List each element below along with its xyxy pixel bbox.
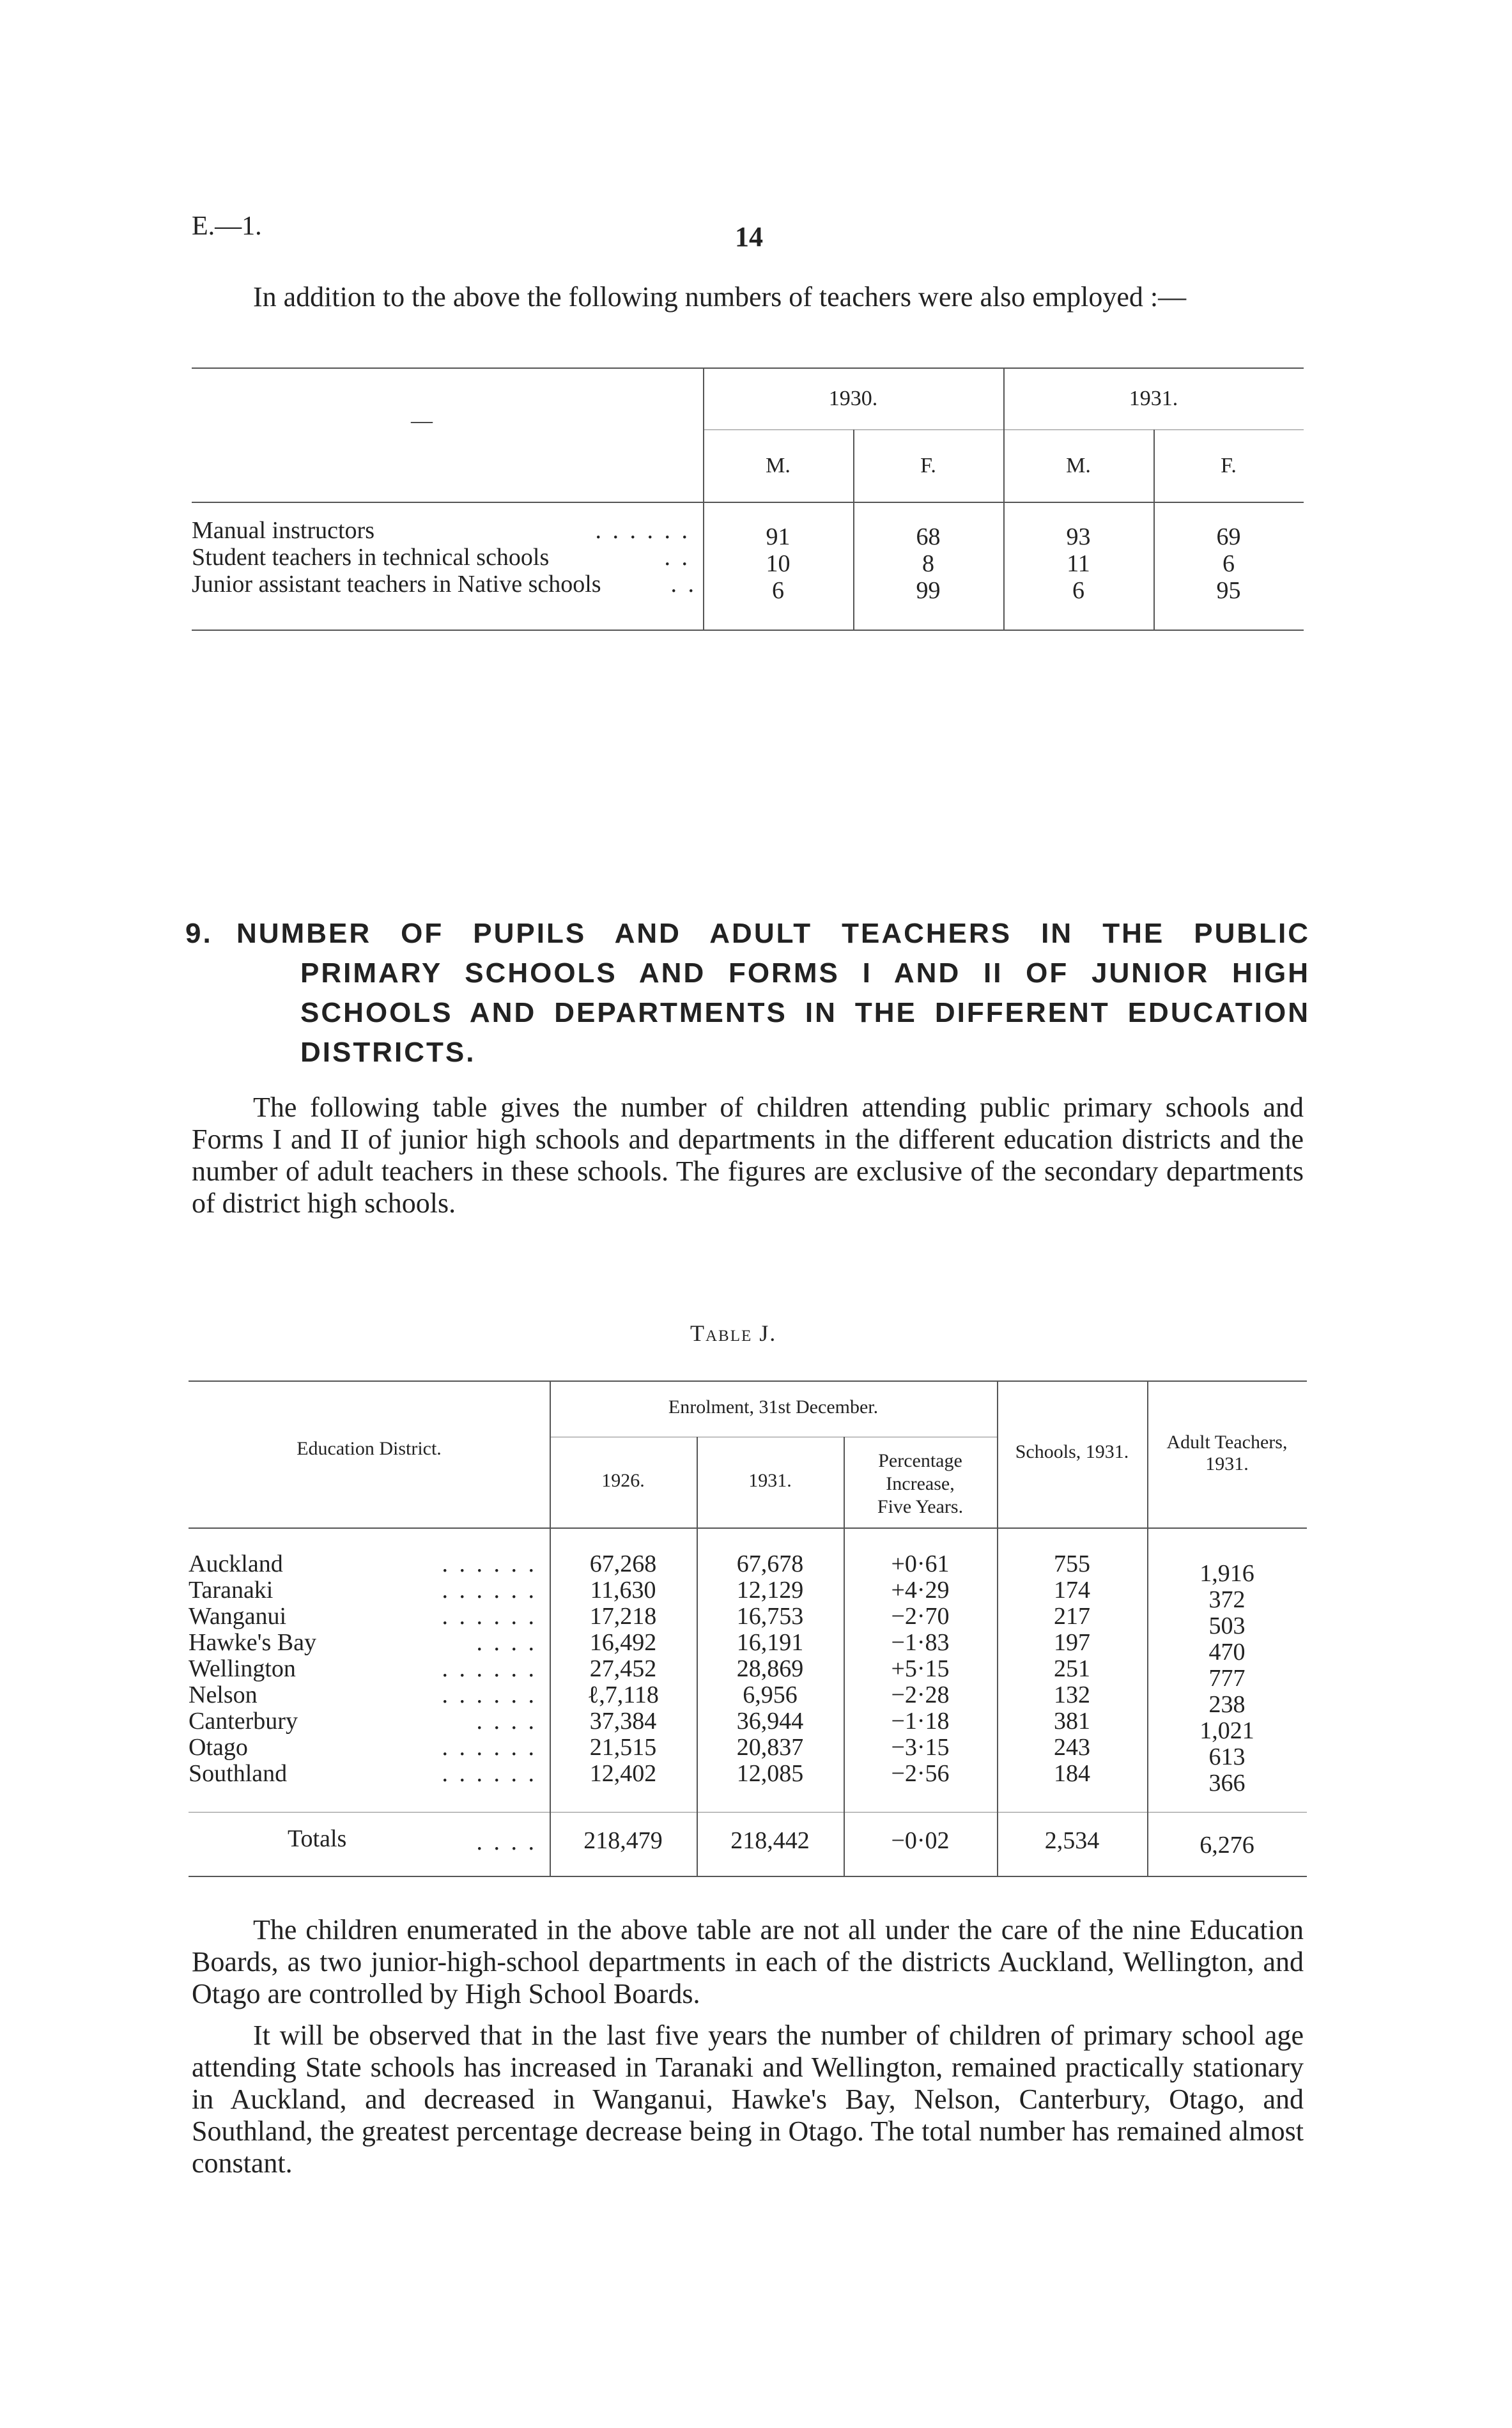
row-label: Manual instructors — [192, 517, 375, 544]
cell-schools: 251 — [1054, 1655, 1090, 1682]
intro-paragraph: In addition to the above the following numbers of teachers were also employed :— — [253, 281, 1187, 313]
district-name: Taranaki — [189, 1577, 274, 1604]
cell-enrol-1931: 36,944 — [736, 1708, 804, 1735]
total-schools: 2,534 — [1044, 1827, 1100, 1854]
header-line: 1931. — [1205, 1453, 1249, 1474]
row-leader: . . . . . . — [442, 1603, 537, 1630]
year-header-1931: 1931. — [1129, 387, 1178, 410]
cell-schools: 243 — [1054, 1734, 1090, 1761]
cell-value: 95 — [1216, 577, 1241, 604]
cell-percentage: +4·29 — [891, 1577, 950, 1604]
cell-enrol-1931: 67,678 — [736, 1550, 804, 1577]
header-line: Increase, — [886, 1473, 955, 1494]
cell-teachers: 366 — [1208, 1770, 1246, 1797]
cell-schools: 174 — [1054, 1577, 1090, 1604]
cell-schools: 755 — [1054, 1550, 1090, 1577]
cell-value: 6 — [772, 577, 784, 604]
section-heading — [236, 914, 1310, 1072]
row-leader: . . — [670, 571, 697, 598]
cell-value: 6 — [1223, 550, 1235, 577]
cell-percentage: −2·56 — [891, 1760, 950, 1787]
cell-enrol-1931: 12,129 — [736, 1577, 804, 1604]
stub-header: Education District. — [297, 1438, 442, 1459]
cell-percentage: +0·61 — [891, 1550, 950, 1577]
cell-enrol-1926: 67,268 — [589, 1550, 657, 1577]
cell-value: 8 — [922, 550, 934, 577]
cell-value: 93 — [1066, 523, 1091, 550]
table-rule-header — [189, 1527, 1307, 1529]
cell-teachers: 372 — [1208, 1586, 1246, 1613]
sub-header-f: F. — [920, 454, 936, 477]
cell-value: 11 — [1067, 550, 1090, 577]
total-enrol-1931: 218,442 — [730, 1827, 810, 1854]
cell-teachers: 613 — [1208, 1744, 1246, 1770]
cell-enrol-1931: 16,753 — [736, 1603, 804, 1630]
page-number: 14 — [735, 221, 763, 252]
totals-label: Totals — [288, 1825, 347, 1852]
cell-enrol-1926: 21,515 — [589, 1734, 657, 1761]
row-leader: . . . . — [476, 1829, 537, 1855]
row-leader: . . . . . . — [595, 517, 690, 544]
closing-paragraph-2: It will be observed that in the last five years the number of children of primary school age attending State schools has increased in Taranaki and Wellington, remained practically stationary in Auckland, and decreased in Wanganui, Hawke's Bay, Nelson, Canterbury, Otago, and Southland, the greatest percentage decrease being in Otago. The total number has remained almost constant. — [192, 2020, 1304, 2179]
district-name: Wellington — [189, 1655, 296, 1682]
row-leader: . . — [664, 544, 690, 571]
cell-percentage: −2·70 — [891, 1603, 950, 1630]
header-line: Percentage — [878, 1450, 962, 1471]
cell-schools: 217 — [1054, 1603, 1090, 1630]
col-header-teachers — [1147, 1432, 1307, 1475]
district-name: Canterbury — [189, 1708, 298, 1735]
cell-percentage: −1·83 — [891, 1629, 950, 1656]
cell-percentage: −2·28 — [891, 1682, 950, 1708]
document-reference: E.—1. — [192, 212, 262, 241]
cell-enrol-1926: 12,402 — [589, 1760, 657, 1787]
cell-value: 10 — [766, 550, 791, 577]
group-header: Enrolment, 31st December. — [668, 1396, 879, 1418]
cell-enrol-1931: 20,837 — [736, 1734, 804, 1761]
row-leader: . . . . — [476, 1629, 537, 1656]
row-label: Student teachers in technical schools — [192, 544, 550, 571]
row-leader: . . . . . . — [442, 1550, 537, 1577]
section-heading-line: SCHOOLS AND DEPARTMENTS IN THE DIFFERENT EDUCATION — [300, 997, 1310, 1028]
district-name: Nelson — [189, 1682, 258, 1708]
cell-teachers: 777 — [1208, 1665, 1246, 1692]
section-paragraph: The following table gives the number of children attending public primary schools and Forms I and II of junior high schools and departments in the different education districts and the number of adult teachers in these schools. The figures are exclusive of the secondary departments of district high schools. — [192, 1092, 1304, 1219]
row-leader: . . . . . . — [442, 1734, 537, 1761]
cell-schools: 132 — [1054, 1682, 1090, 1708]
cell-enrol-1931: 6,956 — [743, 1682, 798, 1708]
cell-enrol-1926: 17,218 — [589, 1603, 657, 1630]
district-name: Auckland — [189, 1550, 283, 1577]
cell-teachers: 1,021 — [1200, 1717, 1254, 1744]
cell-value: 99 — [916, 577, 941, 604]
cell-enrol-1931: 16,191 — [736, 1629, 804, 1656]
district-name: Wanganui — [189, 1603, 287, 1630]
stub-header: — — [411, 409, 433, 433]
col-header-1931: 1931. — [748, 1470, 792, 1491]
cell-teachers: 238 — [1208, 1691, 1246, 1718]
cell-schools: 381 — [1054, 1708, 1090, 1735]
cell-value: 69 — [1216, 523, 1241, 550]
total-enrol-1926: 218,479 — [583, 1827, 663, 1854]
cell-schools: 197 — [1054, 1629, 1090, 1656]
cell-value: 91 — [766, 523, 791, 550]
col-header-percentage — [844, 1450, 997, 1519]
section-heading-line: NUMBER OF PUPILS AND ADULT TEACHERS IN THE PUBLIC — [236, 918, 1310, 949]
cell-percentage: +5·15 — [891, 1655, 950, 1682]
header-line: Adult Teachers, — [1166, 1432, 1288, 1453]
cell-percentage: −3·15 — [891, 1734, 950, 1761]
district-name: Southland — [189, 1760, 288, 1787]
cell-enrol-1926: ℓ,7,118 — [587, 1682, 659, 1708]
district-name: Hawke's Bay — [189, 1629, 316, 1656]
cell-enrol-1926: 27,452 — [589, 1655, 657, 1682]
year-header-1930: 1930. — [828, 387, 878, 410]
cell-enrol-1931: 12,085 — [736, 1760, 804, 1787]
cell-teachers: 1,916 — [1200, 1560, 1254, 1587]
table-caption: Table J. — [690, 1320, 777, 1346]
col-header-1926: 1926. — [601, 1470, 645, 1491]
table-rule-top — [192, 367, 1304, 369]
cell-value: 6 — [1072, 577, 1084, 604]
cell-value: 68 — [916, 523, 941, 550]
sub-header-m: M. — [766, 454, 791, 477]
section-heading-line: PRIMARY SCHOOLS AND FORMS I AND II OF JUNIOR HIGH — [300, 957, 1310, 989]
row-label: Junior assistant teachers in Native schools — [192, 571, 601, 598]
row-leader: . . . . . . — [442, 1577, 537, 1604]
closing-paragraph-1: The children enumerated in the above table are not all under the care of the nine Education Boards, as two junior-high-school departments in each of the districts Auckland, Wellington, and Otago are controlled by High School Boards. — [192, 1914, 1304, 2009]
row-leader: . . . . . . — [442, 1682, 537, 1708]
header-line: Five Years. — [877, 1496, 964, 1517]
sub-header-f: F. — [1221, 454, 1237, 477]
cell-enrol-1926: 11,630 — [590, 1577, 656, 1604]
row-leader: . . . . — [476, 1708, 537, 1735]
section-heading-line: DISTRICTS. — [300, 1037, 476, 1068]
cell-schools: 184 — [1054, 1760, 1090, 1787]
table-rule-top — [189, 1380, 1307, 1382]
cell-enrol-1926: 16,492 — [589, 1629, 657, 1656]
table-rule-bottom — [192, 630, 1304, 631]
district-name: Otago — [189, 1734, 248, 1761]
total-percentage: −0·02 — [891, 1827, 950, 1854]
cell-teachers: 503 — [1208, 1612, 1246, 1639]
row-leader: . . . . . . — [442, 1760, 537, 1787]
table-rule-bottom — [189, 1876, 1307, 1877]
row-leader: . . . . . . — [442, 1655, 537, 1682]
col-header-schools: Schools, 1931. — [1015, 1441, 1129, 1462]
cell-enrol-1926: 37,384 — [589, 1708, 657, 1735]
cell-percentage: −1·18 — [891, 1708, 950, 1735]
cell-enrol-1931: 28,869 — [736, 1655, 804, 1682]
total-teachers: 6,276 — [1200, 1832, 1254, 1859]
section-number: 9. — [185, 918, 213, 949]
table-rule-totals — [189, 1812, 1307, 1813]
sub-header-m: M. — [1066, 454, 1091, 477]
cell-teachers: 470 — [1208, 1639, 1246, 1666]
table-rule-header — [192, 502, 1304, 503]
